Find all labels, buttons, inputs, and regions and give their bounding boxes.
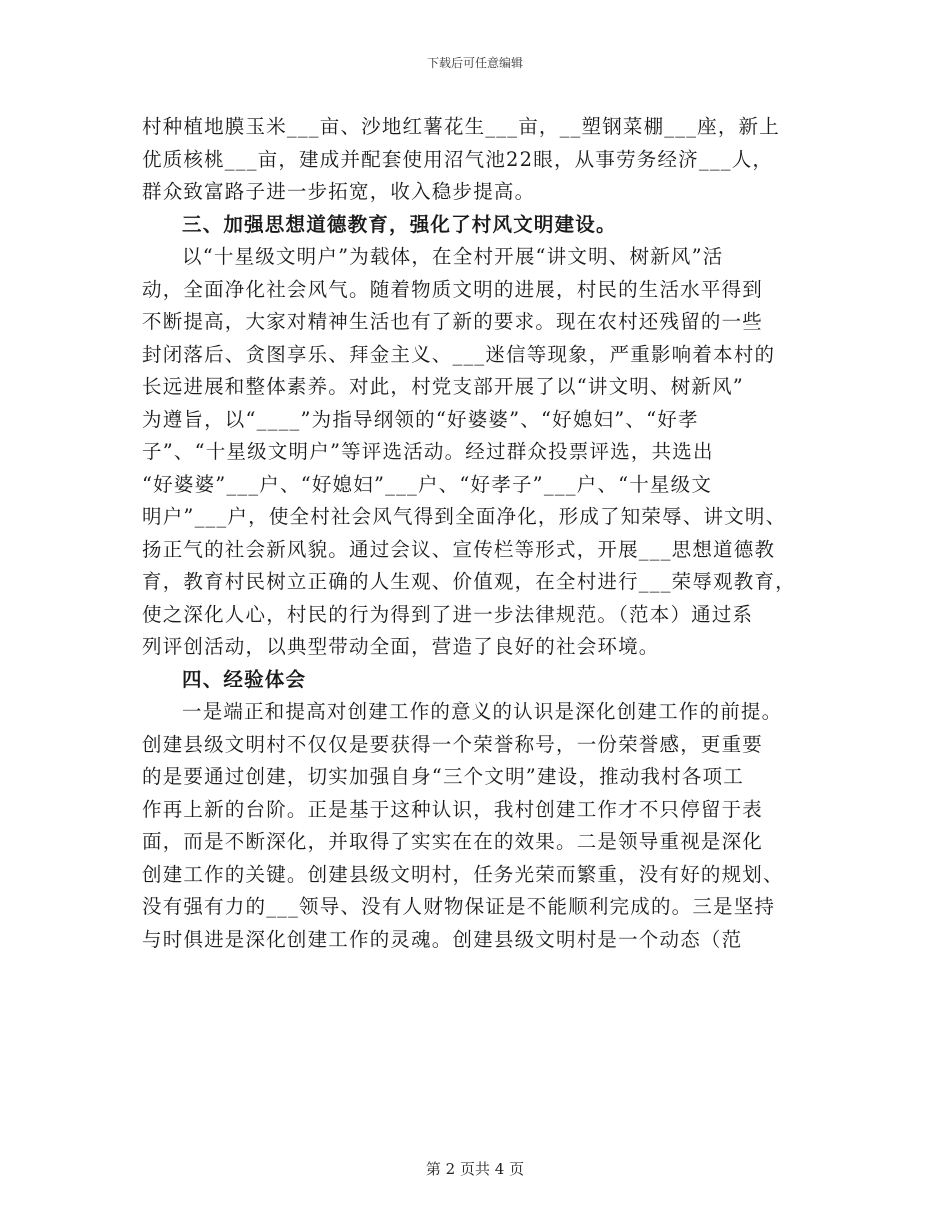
- body-line: 不断提高，大家对精神生活也有了新的要求。现在农村还残留的一些: [142, 310, 764, 333]
- body-line: 群众致富路子进一步拓宽，收入稳步提高。: [142, 180, 536, 203]
- body-line: 的是要通过创建，切实加强自身“三个文明”建设，推动我村各项工: [142, 765, 744, 788]
- body-line: 子”、“十星级文明户”等评选活动。经过群众投票评选，共选出: [142, 440, 714, 463]
- body-line: 扬正气的社会新风貌。通过会议、宣传栏等形式，开展___思想道德教: [142, 537, 776, 561]
- body-line: 育，教育村民树立正确的人生观、价值观，在全村进行___荣辱观教育，: [142, 570, 796, 593]
- body-line: “好婆婆”___户、“好媳妇”___户、“好孝子”___户、“十星级文: [142, 472, 713, 496]
- body-line: 村种植地膜玉米___亩、沙地红薯花生___亩，__塑钢菜棚___座，新上: [142, 115, 780, 138]
- body-line: 长远进展和整体素养。对此，村党支部开展了以“讲文明、树新风”: [142, 375, 744, 398]
- body-line: 作再上新的台阶。正是基于这种认识，我村创建工作才不只停留于表: [142, 797, 764, 821]
- body-line: 以“十星级文明户”为载体，在全村开展“讲文明、树新风”活: [182, 245, 724, 268]
- page-footer: 第 2 页共 4 页: [425, 1160, 525, 1178]
- body-line: 动，全面净化社会风气。随着物质文明的进展，村民的生活水平得到: [142, 277, 764, 301]
- body-line: 创建县级文明村不仅仅是要获得一个荣誉称号，一份荣誉感，更重要: [142, 732, 764, 756]
- body-line: 面，而是不断深化，并取得了实实在在的效果。二是领导重视是深化: [142, 830, 764, 853]
- page-header: 下载后可任意编辑: [426, 56, 523, 70]
- section-heading: 三、加强思想道德教育，强化了村风文明建设。: [182, 212, 617, 236]
- body-line: 一是端正和提高对创建工作的意义的认识是深化创建工作的前提。: [182, 700, 783, 723]
- section-heading: 四、经验体会: [182, 667, 307, 691]
- body-line: 列评创活动，以典型带动全面，营造了良好的社会环境。: [142, 635, 660, 658]
- body-line: 没有强有力的___领导、没有人财物保证是不能顺利完成的。三是坚持: [142, 895, 776, 918]
- body-line: 明户”___户，使全村社会风气得到全面净化，形成了知荣辱、讲文明、: [142, 505, 787, 528]
- body-line: 封闭落后、贪图享乐、拜金主义、___迷信等现象，严重影响着本村的: [142, 342, 776, 366]
- body-line: 优质核桃___亩，建成并配套使用沼气池22眼，从事劳务经济___人，: [142, 147, 774, 171]
- body-line: 与时俱进是深化创建工作的灵魂。创建县级文明村是一个动态（范: [142, 927, 743, 951]
- body-line: 使之深化人心，村民的行为得到了进一步法律规范。（范本）通过系: [142, 602, 754, 626]
- body-line: 创建工作的关键。创建县级文明村，任务光荣而繁重，没有好的规划、: [142, 862, 784, 886]
- document-body: [142, 111, 822, 956]
- body-line: 为遵旨，以“____”为指导纲领的“好婆婆”、“好媳妇”、“好孝: [142, 407, 699, 431]
